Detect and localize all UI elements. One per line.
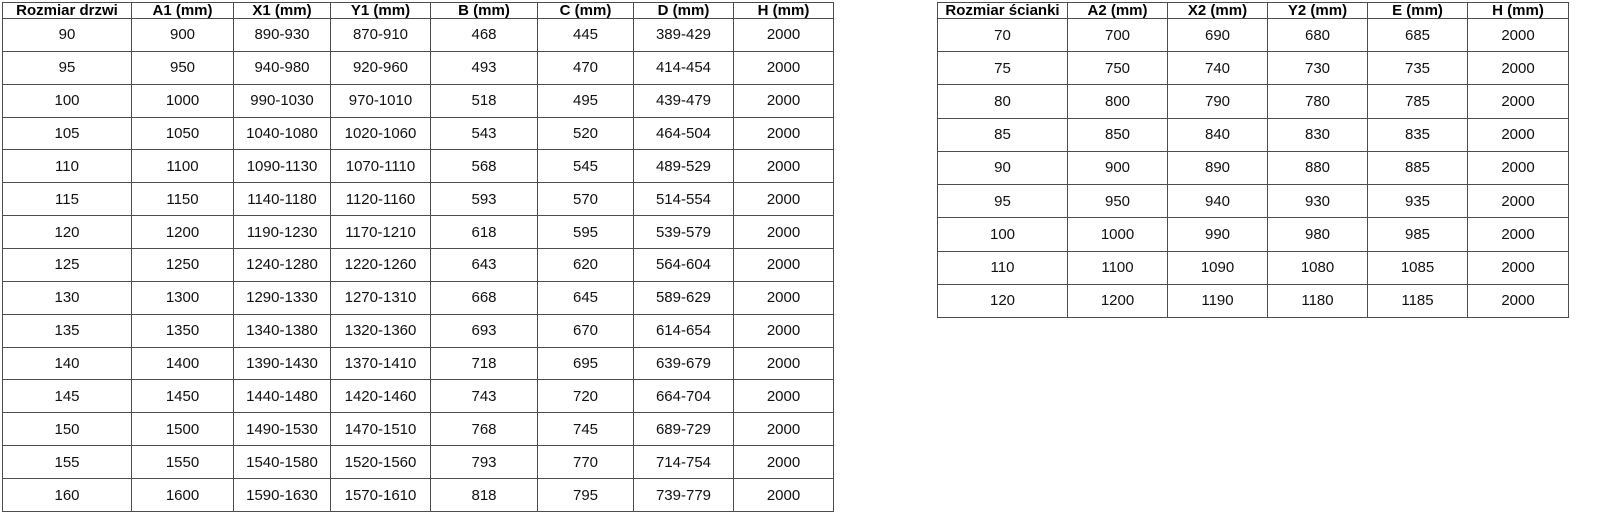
column-header: A1 (mm) — [132, 3, 234, 19]
table-cell: 2000 — [734, 446, 834, 479]
table-cell: 90 — [938, 151, 1068, 184]
table-cell: 990-1030 — [234, 84, 331, 117]
table-row — [3, 347, 834, 380]
table-cell: 70 — [938, 19, 1068, 52]
table-cell: 790 — [1168, 85, 1268, 118]
table-cell: 470 — [538, 51, 634, 84]
table-cell: 685 — [1368, 19, 1468, 52]
table-row — [3, 150, 834, 183]
table-cell: 885 — [1368, 151, 1468, 184]
table-cell: 1190-1230 — [234, 216, 331, 249]
table-cell: 1500 — [132, 413, 234, 446]
table-cell: 1100 — [1068, 251, 1168, 284]
table-cell: 1270-1310 — [331, 281, 431, 314]
table-cell: 593 — [431, 183, 538, 216]
table-cell: 2000 — [734, 150, 834, 183]
table-cell: 2000 — [734, 216, 834, 249]
header-row — [3, 3, 834, 19]
table-row — [938, 19, 1569, 52]
column-header: Y1 (mm) — [331, 3, 431, 19]
table-row — [938, 185, 1569, 218]
table-cell: 564-604 — [634, 249, 734, 282]
table-cell: 2000 — [1468, 185, 1569, 218]
table-row — [3, 413, 834, 446]
table-cell: 520 — [538, 117, 634, 150]
table-cell: 1190 — [1168, 284, 1268, 317]
table-cell: 95 — [938, 185, 1068, 218]
table-row — [938, 151, 1569, 184]
table-cell: 990 — [1168, 218, 1268, 251]
table-cell: 1000 — [132, 84, 234, 117]
table-cell: 493 — [431, 51, 538, 84]
table-row — [3, 281, 834, 314]
table-cell: 1070-1110 — [331, 150, 431, 183]
table-cell: 2000 — [1468, 85, 1569, 118]
table-cell: 1090 — [1168, 251, 1268, 284]
table-cell: 2000 — [1468, 218, 1569, 251]
table-cell: 830 — [1268, 118, 1368, 151]
table-row — [938, 52, 1569, 85]
table-cell: 1140-1180 — [234, 183, 331, 216]
table-cell: 2000 — [734, 51, 834, 84]
table-cell: 595 — [538, 216, 634, 249]
table-cell: 668 — [431, 281, 538, 314]
table-cell: 1470-1510 — [331, 413, 431, 446]
table-cell: 105 — [3, 117, 132, 150]
table-cell: 1300 — [132, 281, 234, 314]
table-cell: 155 — [3, 446, 132, 479]
table-cell: 1020-1060 — [331, 117, 431, 150]
table-cell: 940-980 — [234, 51, 331, 84]
column-header: X2 (mm) — [1168, 3, 1268, 19]
table-cell: 589-629 — [634, 281, 734, 314]
table-cell: 900 — [132, 19, 234, 52]
table-cell: 693 — [431, 314, 538, 347]
door-size-table — [2, 2, 834, 512]
table-cell: 930 — [1268, 185, 1368, 218]
table-cell: 770 — [538, 446, 634, 479]
table-cell: 1180 — [1268, 284, 1368, 317]
table-cell: 1120-1160 — [331, 183, 431, 216]
table-cell: 680 — [1268, 19, 1368, 52]
table-cell: 890 — [1168, 151, 1268, 184]
table-cell: 1200 — [1068, 284, 1168, 317]
column-header: D (mm) — [634, 3, 734, 19]
table-cell: 818 — [431, 479, 538, 512]
table-cell: 545 — [538, 150, 634, 183]
table-cell: 900 — [1068, 151, 1168, 184]
column-header: X1 (mm) — [234, 3, 331, 19]
table-cell: 690 — [1168, 19, 1268, 52]
table-cell: 100 — [938, 218, 1068, 251]
table-row — [3, 314, 834, 347]
table-cell: 1080 — [1268, 251, 1368, 284]
table-cell: 935 — [1368, 185, 1468, 218]
column-header: H (mm) — [1468, 3, 1569, 19]
column-header: A2 (mm) — [1068, 3, 1168, 19]
table-cell: 2000 — [1468, 118, 1569, 151]
column-header: B (mm) — [431, 3, 538, 19]
table-cell: 140 — [3, 347, 132, 380]
table-row — [3, 479, 834, 512]
table-cell: 2000 — [1468, 19, 1569, 52]
table-cell: 750 — [1068, 52, 1168, 85]
column-header: E (mm) — [1368, 3, 1468, 19]
table-cell: 1040-1080 — [234, 117, 331, 150]
table-cell: 115 — [3, 183, 132, 216]
table-cell: 645 — [538, 281, 634, 314]
table-cell: 835 — [1368, 118, 1468, 151]
table-row — [3, 380, 834, 413]
table-cell: 795 — [538, 479, 634, 512]
table-cell: 1090-1130 — [234, 150, 331, 183]
table-cell: 970-1010 — [331, 84, 431, 117]
table-cell: 2000 — [1468, 284, 1569, 317]
table-cell: 1240-1280 — [234, 249, 331, 282]
table-cell: 1570-1610 — [331, 479, 431, 512]
table-cell: 840 — [1168, 118, 1268, 151]
column-header: Rozmiar drzwi — [3, 3, 132, 19]
table-cell: 2000 — [1468, 52, 1569, 85]
table-cell: 1100 — [132, 150, 234, 183]
table-cell: 780 — [1268, 85, 1368, 118]
table-cell: 100 — [3, 84, 132, 117]
table-cell: 2000 — [734, 314, 834, 347]
table-cell: 980 — [1268, 218, 1368, 251]
table-cell: 670 — [538, 314, 634, 347]
table-cell: 985 — [1368, 218, 1468, 251]
table-cell: 1200 — [132, 216, 234, 249]
table-cell: 1390-1430 — [234, 347, 331, 380]
table-row — [3, 84, 834, 117]
table-cell: 920-960 — [331, 51, 431, 84]
table-cell: 643 — [431, 249, 538, 282]
table-cell: 90 — [3, 19, 132, 52]
table-cell: 689-729 — [634, 413, 734, 446]
table-cell: 543 — [431, 117, 538, 150]
table-cell: 130 — [3, 281, 132, 314]
table-cell: 1540-1580 — [234, 446, 331, 479]
table-cell: 439-479 — [634, 84, 734, 117]
table-cell: 1220-1260 — [331, 249, 431, 282]
table-cell: 145 — [3, 380, 132, 413]
table-cell: 2000 — [734, 84, 834, 117]
table-cell: 730 — [1268, 52, 1368, 85]
table-cell: 735 — [1368, 52, 1468, 85]
table-cell: 468 — [431, 19, 538, 52]
table-cell: 120 — [3, 216, 132, 249]
table-cell: 800 — [1068, 85, 1168, 118]
table-cell: 2000 — [1468, 251, 1569, 284]
table-cell: 950 — [132, 51, 234, 84]
table-cell: 464-504 — [634, 117, 734, 150]
table-cell: 850 — [1068, 118, 1168, 151]
table-cell: 160 — [3, 479, 132, 512]
table-cell: 1050 — [132, 117, 234, 150]
table-cell: 80 — [938, 85, 1068, 118]
table-cell: 1600 — [132, 479, 234, 512]
table-cell: 120 — [938, 284, 1068, 317]
table-cell: 718 — [431, 347, 538, 380]
table-row — [938, 118, 1569, 151]
table-cell: 570 — [538, 183, 634, 216]
table-row — [3, 216, 834, 249]
table-cell: 639-679 — [634, 347, 734, 380]
table-row — [3, 249, 834, 282]
table-cell: 1290-1330 — [234, 281, 331, 314]
table-row — [3, 183, 834, 216]
table-cell: 445 — [538, 19, 634, 52]
table-row — [938, 85, 1569, 118]
table-cell: 720 — [538, 380, 634, 413]
table-cell: 1320-1360 — [331, 314, 431, 347]
table-row — [3, 117, 834, 150]
table-cell: 739-779 — [634, 479, 734, 512]
table-cell: 1350 — [132, 314, 234, 347]
table-cell: 890-930 — [234, 19, 331, 52]
table-cell: 1450 — [132, 380, 234, 413]
table-cell: 2000 — [734, 183, 834, 216]
table-cell: 1520-1560 — [331, 446, 431, 479]
table-cell: 2000 — [734, 249, 834, 282]
table-row — [3, 446, 834, 479]
table-cell: 414-454 — [634, 51, 734, 84]
table-cell: 1550 — [132, 446, 234, 479]
table-cell: 940 — [1168, 185, 1268, 218]
table-cell: 2000 — [734, 380, 834, 413]
table-cell: 539-579 — [634, 216, 734, 249]
table-cell: 135 — [3, 314, 132, 347]
table-row — [938, 251, 1569, 284]
table-cell: 489-529 — [634, 150, 734, 183]
table-cell: 514-554 — [634, 183, 734, 216]
table-cell: 695 — [538, 347, 634, 380]
table-cell: 743 — [431, 380, 538, 413]
table-cell: 1440-1480 — [234, 380, 331, 413]
table-cell: 950 — [1068, 185, 1168, 218]
table-cell: 1185 — [1368, 284, 1468, 317]
table-cell: 85 — [938, 118, 1068, 151]
wall-size-table — [937, 2, 1569, 318]
table-row — [3, 19, 834, 52]
table-cell: 1370-1410 — [331, 347, 431, 380]
table-cell: 1250 — [132, 249, 234, 282]
table-cell: 620 — [538, 249, 634, 282]
table-cell: 740 — [1168, 52, 1268, 85]
header-row — [938, 3, 1569, 19]
table-cell: 1000 — [1068, 218, 1168, 251]
table-cell: 495 — [538, 84, 634, 117]
table-cell: 1420-1460 — [331, 380, 431, 413]
table-cell: 110 — [938, 251, 1068, 284]
table-cell: 768 — [431, 413, 538, 446]
table-cell: 2000 — [734, 413, 834, 446]
column-header: Rozmiar ścianki — [938, 3, 1068, 19]
table-cell: 150 — [3, 413, 132, 446]
table-cell: 2000 — [734, 479, 834, 512]
table-cell: 785 — [1368, 85, 1468, 118]
table-cell: 2000 — [1468, 151, 1569, 184]
table-cell: 2000 — [734, 117, 834, 150]
table-cell: 700 — [1068, 19, 1168, 52]
table-cell: 568 — [431, 150, 538, 183]
table-row — [938, 284, 1569, 317]
table-cell: 793 — [431, 446, 538, 479]
table-cell: 2000 — [734, 347, 834, 380]
table-cell: 1490-1530 — [234, 413, 331, 446]
table-cell: 1400 — [132, 347, 234, 380]
table-cell: 125 — [3, 249, 132, 282]
table-row — [3, 51, 834, 84]
table-cell: 1590-1630 — [234, 479, 331, 512]
table-row — [938, 218, 1569, 251]
column-header: C (mm) — [538, 3, 634, 19]
table-cell: 1170-1210 — [331, 216, 431, 249]
table-cell: 880 — [1268, 151, 1368, 184]
table-cell: 75 — [938, 52, 1068, 85]
table-cell: 95 — [3, 51, 132, 84]
table-cell: 618 — [431, 216, 538, 249]
table-cell: 870-910 — [331, 19, 431, 52]
column-header: H (mm) — [734, 3, 834, 19]
column-header: Y2 (mm) — [1268, 3, 1368, 19]
table-cell: 714-754 — [634, 446, 734, 479]
table-cell: 518 — [431, 84, 538, 117]
table-cell: 2000 — [734, 19, 834, 52]
table-cell: 389-429 — [634, 19, 734, 52]
table-cell: 664-704 — [634, 380, 734, 413]
table-cell: 1150 — [132, 183, 234, 216]
table-cell: 2000 — [734, 281, 834, 314]
table-cell: 1085 — [1368, 251, 1468, 284]
table-cell: 1340-1380 — [234, 314, 331, 347]
table-cell: 614-654 — [634, 314, 734, 347]
table-cell: 745 — [538, 413, 634, 446]
table-cell: 110 — [3, 150, 132, 183]
